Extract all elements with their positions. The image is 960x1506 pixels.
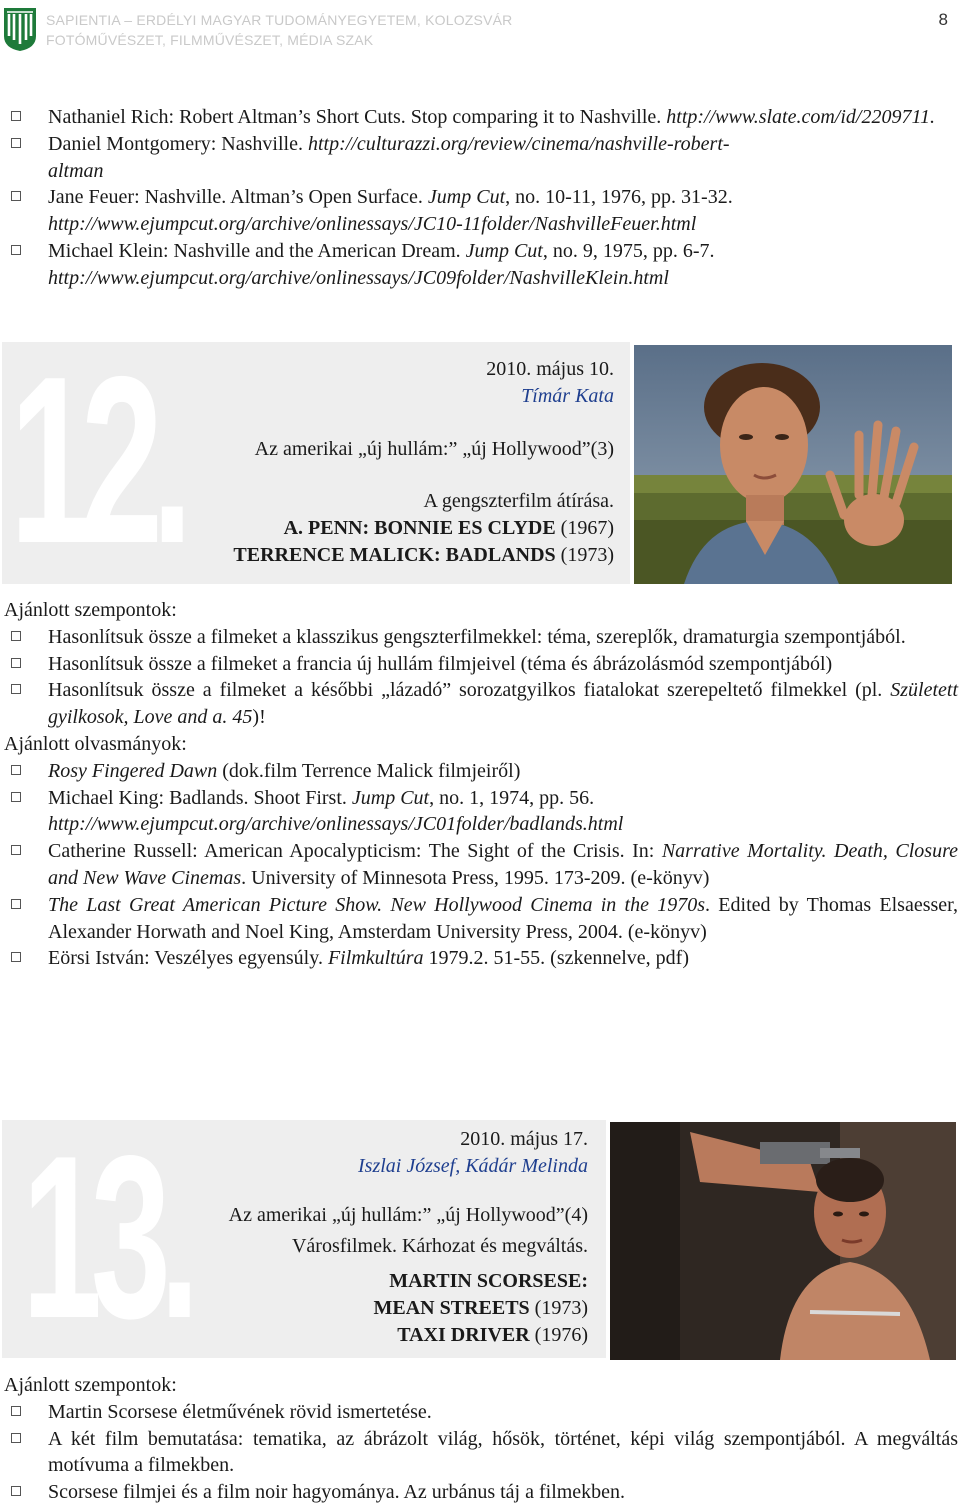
list-item: Hasonlítsuk össze a filmeket a későbbi „lázadó” sorozatgyilkos fiatalokat szerepeltető filmekkel (pl. Született gyilkosok, Love and a. 45)! <box>8 677 958 731</box>
checkbox-icon <box>11 111 21 121</box>
list-item: A két film bemutatása: tematika, az ábrázolt világ, hősök, történet, képi világ szempontjából. A megváltás motívuma a filmekben. <box>8 1426 958 1480</box>
film-entry: MEAN STREETS (1973) <box>373 1297 588 1319</box>
list-item: Nathaniel Rich: Robert Altman’s Short Cuts. Stop comparing it to Nashville. http://www.slate.com/id/2209711. <box>8 104 958 131</box>
checkbox-icon <box>11 245 21 255</box>
list-item: Rosy Fingered Dawn (dok.film Terrence Malick filmjeiről) <box>8 758 958 785</box>
film-entry: TAXI DRIVER (1976) <box>397 1324 588 1346</box>
list-item: Jane Feuer: Nashville. Altman’s Open Surface. Jump Cut, no. 10-11, 1976, pp. 31-32. http://www.ejumpcut.org/archive/onlinessays/JC10-11folder/NashvilleFeuer.html <box>8 184 958 238</box>
list-item: Michael King: Badlands. Shoot First. Jump Cut, no. 1, 1974, pp. 56. http://www.ejumpcut.org/archive/onlinessays/JC01folder/badlands.html <box>8 785 958 839</box>
lecture-subtitle: Városfilmek. Kárhozat és megváltás. <box>291 1235 588 1257</box>
list-item: Catherine Russell: American Apocalypticism: The Sight of the Crisis. In: Narrative Mortality. Death, Closure and New Wave Cinemas. University of Minnesota Press, 1995. 173-209. (e-könyv) <box>8 838 958 892</box>
page-header <box>0 0 960 56</box>
checkbox-icon <box>11 1406 21 1416</box>
lecture-date: 2010. május 10. <box>486 358 614 380</box>
lecture-number: 12. <box>10 328 182 593</box>
section-heading: Ajánlott olvasmányok: <box>4 732 187 755</box>
reference-list <box>8 104 958 292</box>
checkbox-icon <box>11 792 21 802</box>
reference-url[interactable]: http://culturazzi.org/review/cinema/nashville-robert- <box>307 132 730 155</box>
checkbox-icon <box>11 765 21 775</box>
reference-url[interactable]: http://www.slate.com/id/2209711. <box>666 106 935 128</box>
checkbox-icon <box>11 899 21 909</box>
film-entry: A. PENN: BONNIE ES CLYDE (1967) <box>283 517 614 539</box>
lecture-title: Az amerikai „új hullám:” „új Hollywood”(3) <box>254 438 614 460</box>
film-director: MARTIN SCORSESE: <box>389 1270 588 1292</box>
list-item: The Last Great American Picture Show. New Hollywood Cinema in the 1970s. Edited by Thomas Elsaesser, Alexander Horwath and Noel King, Amsterdam University Press, 2004. (e-könyv) <box>8 892 958 946</box>
lecture-12-box <box>2 328 630 593</box>
checkbox-icon <box>11 845 21 855</box>
film-still-badlands <box>634 345 952 584</box>
checkbox-icon <box>11 1433 21 1443</box>
checkbox-icon <box>11 684 21 694</box>
reference-url[interactable]: http://www.ejumpcut.org/archive/onlinessays/JC01folder/badlands.html <box>48 813 624 836</box>
lecture-number: 13. <box>22 1108 189 1367</box>
checkbox-icon <box>11 631 21 641</box>
section-heading: Ajánlott szempontok: <box>4 599 177 621</box>
lecture-12-content <box>4 597 958 972</box>
list-item: Hasonlítsuk össze a filmeket a klasszikus gengszterfilmekkel: téma, szereplők, dramaturgia szempontjából. <box>8 624 958 651</box>
program-name: FOTÓMŰVÉSZET, FILMMŰVÉSZET, MÉDIA SZAK <box>46 32 374 48</box>
section-heading: Ajánlott szempontok: <box>4 1374 177 1396</box>
sapientia-logo-icon <box>2 6 38 52</box>
checkbox-icon <box>11 658 21 668</box>
lecture-author: Iszlai József, Kádár Melinda <box>358 1155 588 1177</box>
institution-name: SAPIENTIA – ERDÉLYI MAGYAR TUDOMÁNYEGYETEM, KOLOZSVÁR <box>46 12 513 28</box>
checkbox-icon <box>11 191 21 201</box>
lecture-13-content <box>4 1372 958 1506</box>
page-number: 8 <box>938 10 948 29</box>
list-item: Eörsi István: Veszélyes egyensúly. Filmkultúra 1979.2. 51-55. (szkennelve, pdf) <box>8 945 958 972</box>
lecture-13-box <box>2 1108 606 1367</box>
list-item: Martin Scorsese életművének rövid ismertetése. <box>8 1399 958 1426</box>
lecture-title: Az amerikai „új hullám:” „új Hollywood”(4) <box>228 1204 588 1226</box>
list-item: Hasonlítsuk össze a filmeket a francia új hullám filmjeivel (téma és ábrázolásmód szempontjából) <box>8 651 958 678</box>
list-item: Scorsese filmjei és a film noir hagyománya. Az urbánus táj a filmekben. <box>8 1479 958 1506</box>
lecture-author: Tímár Kata <box>521 385 614 407</box>
list-item: Michael Klein: Nashville and the American Dream. Jump Cut, no. 9, 1975, pp. 6-7. http://www.ejumpcut.org/archive/onlinessays/JC09folder/NashvilleKlein.html <box>8 238 958 292</box>
reference-url[interactable]: http://www.ejumpcut.org/archive/onlinessays/JC09folder/NashvilleKlein.html <box>48 266 669 289</box>
film-still-taxi-driver <box>610 1122 956 1360</box>
reference-url-continued[interactable]: altman <box>48 159 104 182</box>
reference-url[interactable]: http://www.ejumpcut.org/archive/onlinessays/JC10-11folder/NashvilleFeuer.html <box>48 213 697 236</box>
checkbox-icon <box>11 1486 21 1496</box>
list-item: Daniel Montgomery: Nashville. http://culturazzi.org/review/cinema/nashville-robert- altman <box>8 131 958 185</box>
lecture-date: 2010. május 17. <box>460 1128 588 1150</box>
checkbox-icon <box>11 952 21 962</box>
checkbox-icon <box>11 138 21 148</box>
lecture-subtitle: A gengszterfilm átírása. <box>423 490 614 512</box>
film-entry: TERRENCE MALICK: BADLANDS (1973) <box>233 544 614 566</box>
